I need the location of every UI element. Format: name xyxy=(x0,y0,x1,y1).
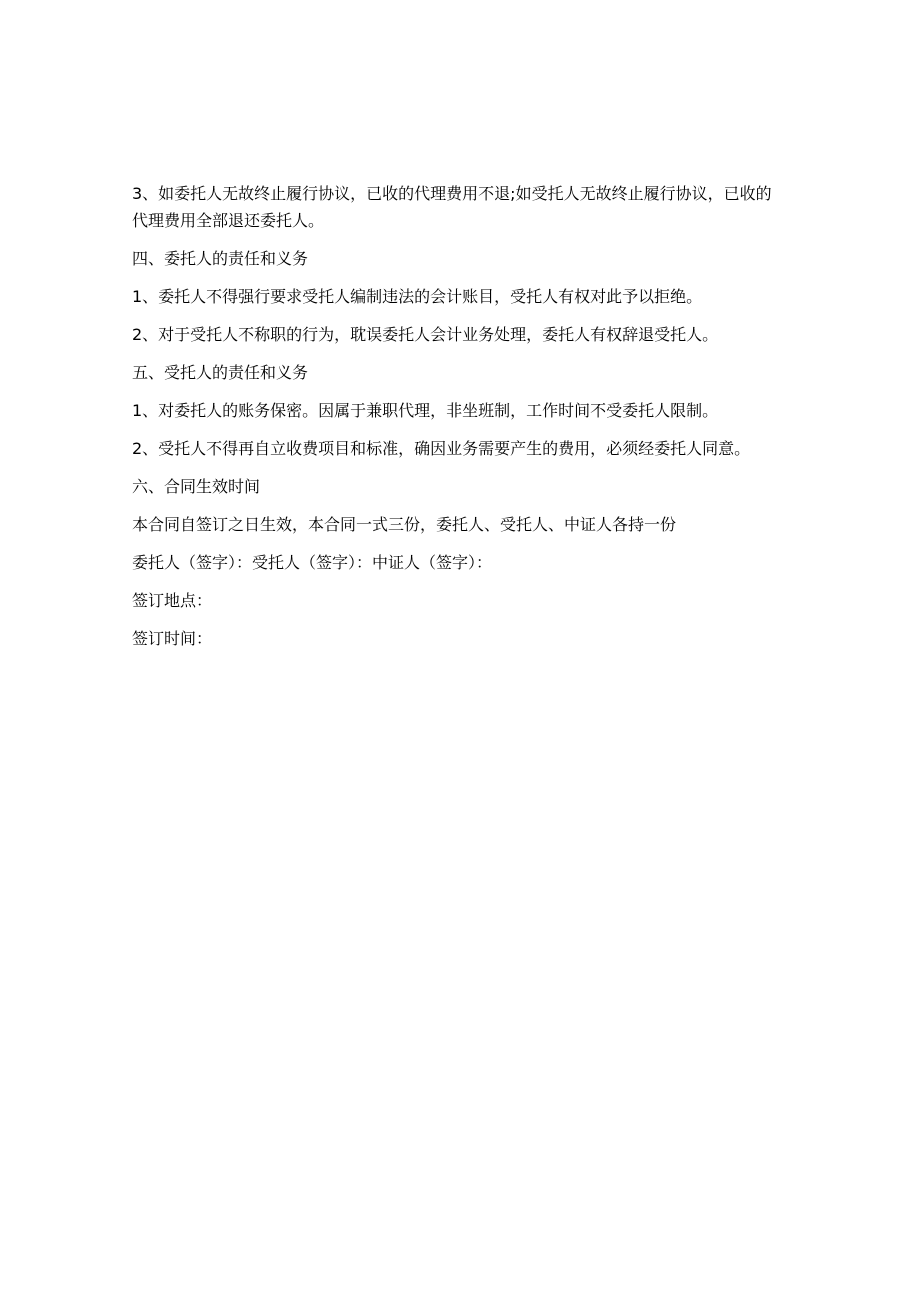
section-5-clause-2: 2、受托人不得再自立收费项目和标准，确因业务需要产生的费用，必须经委托人同意。 xyxy=(132,439,751,458)
section-4-clause-2: 2、对于受托人不称职的行为，耽误委托人会计业务处理，委托人有权辞退受托人。 xyxy=(132,325,719,344)
section-5-clause-1: 1、对委托人的账务保密。因属于兼职代理，非坐班制，工作时间不受委托人限制。 xyxy=(132,401,719,420)
section-heading-4: 四、委托人的责任和义务 xyxy=(132,249,309,268)
clause-3-termination: 3、如委托人无故终止履行协议，已收的代理费用不退;如受托人无故终止履行协议，已收的代理费用全部退还委托人。 xyxy=(132,184,772,230)
signature-line: 委托人（签字）：受托人（签字）：中证人（签字）： xyxy=(132,553,493,572)
document-body xyxy=(132,180,782,663)
section-heading-6: 六、合同生效时间 xyxy=(132,477,261,496)
signing-place: 签订地点： xyxy=(132,591,213,610)
section-4-clause-1: 1、委托人不得强行要求受托人编制违法的会计账目，受托人有权对此予以拒绝。 xyxy=(132,287,703,306)
effective-clause: 本合同自签订之日生效，本合同一式三份，委托人、受托人、中证人各持一份 xyxy=(132,515,677,534)
section-heading-5: 五、受托人的责任和义务 xyxy=(132,363,309,382)
signing-time: 签订时间： xyxy=(132,629,213,648)
